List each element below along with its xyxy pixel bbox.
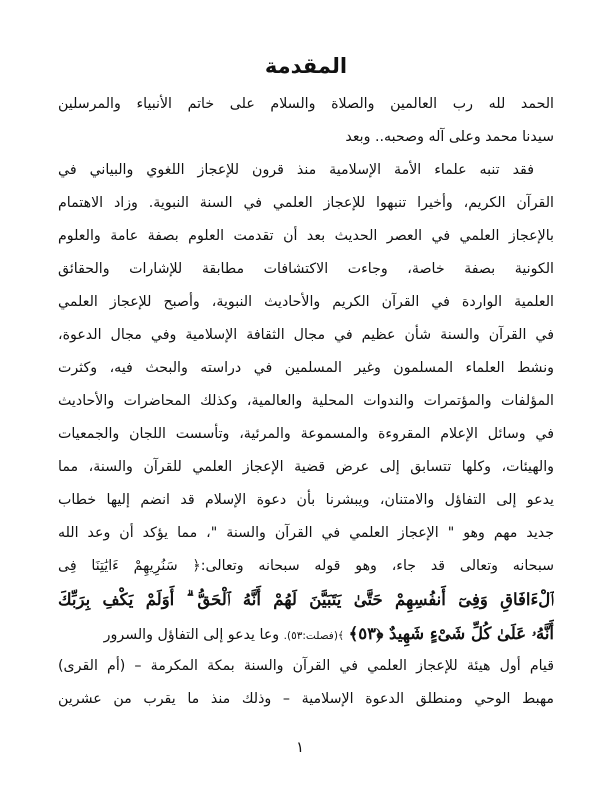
page-content bbox=[58, 52, 554, 716]
text-line: قيام أول هيئة للإعجاز العلمي في القرآن والسنة بمكة المكرمة – (أم القرى) bbox=[58, 658, 554, 674]
text-line: الحمد لله رب العالمين والصلاة والسلام على خاتم الأنبياء والمرسلين bbox=[58, 96, 554, 112]
text-line: القرآن الكريم، وأخيرا تنبهوا للإعجاز العلمي في السنة النبوية. وزاد الاهتمام bbox=[58, 195, 554, 211]
page-title: المقدمة bbox=[264, 54, 348, 78]
text-line: يدعو إلى التفاؤل والامتنان، ويبشرنا بأن دعوة الإسلام قد انضم إليها خطاب bbox=[58, 492, 554, 508]
text-line: فقد تنبه علماء الأمة الإسلامية منذ قرون للإعجاز اللغوي والبياني في bbox=[58, 162, 534, 178]
text-line: في القرآن والسنة شأن عظيم في مجال الثقافة الإسلامية وفي مجال الدعوة، bbox=[58, 327, 554, 343]
text-line: مهبط الوحي ومنطلق الدعوة الإسلامية – وذلك منذ ما يقرب من عشرين bbox=[58, 691, 554, 707]
quran-citation-line bbox=[58, 617, 554, 650]
body-paragraph bbox=[58, 154, 554, 716]
verse-reference: ﴾(فصلت:٥٣). bbox=[283, 630, 345, 642]
quran-verse-line: ٱلْءَافَاقِ وَفِىٓ أَنفُسِهِمْ حَتَّىٰ يَتَبَيَّنَ لَهُمْ أَنَّهُ ٱلْحَقُّ ۗ أَوَلَمْ يَكْفِ بِرَبِّكَ bbox=[58, 590, 554, 609]
text-line: العلمية الواردة في القرآن الكريم والأحاديث النبوية، وأصبح للإعجاز العلمي bbox=[58, 294, 554, 310]
text-line: المؤلفات والمؤتمرات والندوات المحلية والعالمية، وكذلك المحاضرات والأحاديث bbox=[58, 393, 554, 409]
quran-verse-end: أَنَّهُۥ عَلَىٰ كُلِّ شَىْءٍ شَهِيدٌ ﴿٥٣﴾ bbox=[348, 624, 554, 643]
opening-paragraph bbox=[58, 88, 554, 154]
text-line: والهيئات، وكلها تتسابق إلى عرض قضية الإعجاز العلمي للقرآن والسنة، مما bbox=[58, 459, 554, 475]
text-line: جديد مهم وهو " الإعجاز العلمي في القرآن والسنة "، مما يؤكد أن وعد الله bbox=[58, 525, 554, 541]
text-line: ونشط العلماء المسلمون وغير المسلمين في دراسته والبحث فيه، وكثرت bbox=[58, 360, 554, 376]
text-line: سبحانه وتعالى قد جاء، وهو قوله سبحانه وتعالى:﴿ سَنُرِيهِمْ ءَايَٰتِنَا فِى bbox=[58, 558, 554, 574]
text-line: الكونية بصفة خاصة، وجاءت الاكتشافات مطابقة للإشارات والحقائق bbox=[58, 261, 554, 277]
text-line: في وسائل الإعلام المقروءة والمسموعة والمرئية، وتأسست اللجان والجمعيات bbox=[58, 426, 554, 442]
text-line: بالإعجاز العلمي في العصر الحديث بعد أن تقدمت العلوم بصفة عامة والعلوم bbox=[58, 228, 554, 244]
page-number: ١ bbox=[295, 738, 305, 756]
text-line: سيدنا محمد وعلى آله وصحبه.. وبعد bbox=[345, 129, 554, 145]
text-fragment: وعا يدعو إلى التفاؤل والسرور bbox=[103, 627, 280, 643]
